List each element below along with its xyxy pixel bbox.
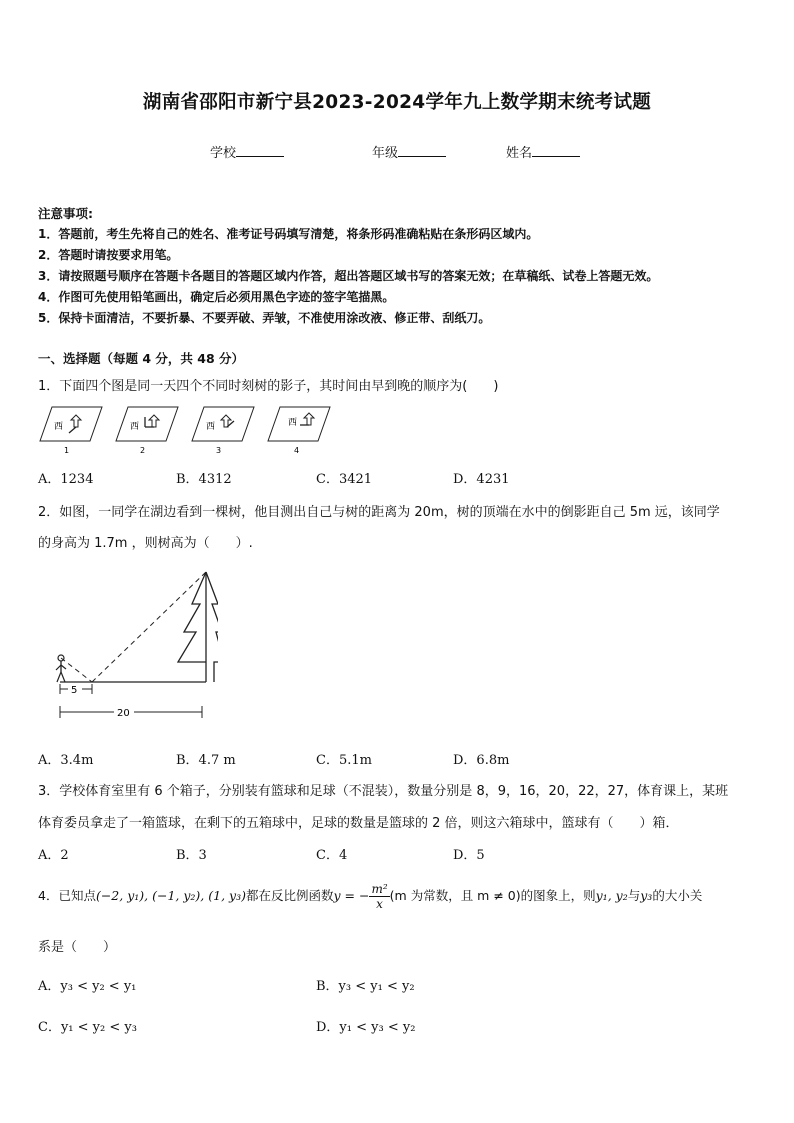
q3-option-a[interactable]: A．2 [38,848,69,863]
question-3-stem-line1: 3．学校体育室里有 6 个箱子，分别装有篮球和足球（不混装），数量分别是 8，9，16，20，22，27，体育课上，某班 [38,784,729,799]
svg-text:西: 西 [130,422,140,432]
q4-frac-num: m² [371,882,388,896]
name-field[interactable] [506,142,580,161]
svg-text:西: 西 [288,418,298,428]
shadow-figure-1 [40,407,102,455]
section-heading: 一、选择题（每题 4 分，共 48 分） [38,351,245,366]
q4-suffix: 的图象上，则 [520,888,596,903]
q3-option-c[interactable]: C．4 [316,848,348,863]
svg-text:西: 西 [54,422,64,432]
notice-item: 1．答题前，考生先将自己的姓名、准考证号码填写清楚，将条形码准确粘贴在条形码区域内。 [38,227,539,241]
q2-option-a[interactable]: A．3.4m [38,753,94,768]
question-2-figure [48,566,218,726]
q2-option-b[interactable]: B．4.7 m [176,753,236,768]
q2-option-d[interactable]: D．6.8m [453,753,510,768]
q4-prefix: 4．已知点 [38,888,96,903]
school-field[interactable] [210,142,284,161]
q4-option-b[interactable]: B．y₃ < y₁ < y₂ [316,979,415,994]
notice-item: 4．作图可先使用铅笔画出，确定后必须用黑色字迹的签字笔描黑。 [38,290,395,304]
q2-option-c[interactable]: C．5.1m [316,753,372,768]
school-blank[interactable] [236,144,284,157]
shadow-figure-4 [268,407,330,455]
q3-option-b[interactable]: B．3 [176,848,207,863]
q4-fraction [369,882,389,911]
shadow-figure-2 [116,407,178,455]
q3-option-d[interactable]: D．5 [453,848,485,863]
svg-text:1: 1 [64,446,70,455]
question-1-figure [38,403,358,455]
svg-text:2: 2 [140,446,146,455]
svg-text:西: 西 [206,422,216,432]
q1-option-d[interactable]: D．4231 [453,472,510,487]
q4-tail: 的大小关 [652,888,703,903]
name-blank[interactable] [532,144,580,157]
grade-field[interactable] [372,142,446,161]
question-1-stem: 1．下面四个图是同一天四个不同时刻树的影子，其时间由早到晚的顺序为( ) [38,379,499,394]
q4-y3: y₃ [640,888,653,903]
svg-text:4: 4 [294,446,300,455]
question-4-stem-line2: 系是（ ） [38,940,117,955]
page-title: 湖南省邵阳市新宁县2023-2024学年九上数学期末统考试题 [142,92,652,113]
q4-condition: (m 为常数，且 m ≠ 0) [389,888,521,903]
q4-option-a[interactable]: A．y₃ < y₂ < y₁ [38,979,137,994]
q1-option-a[interactable]: A．1234 [38,472,94,487]
q4-and: 与 [627,888,641,903]
notice-title: 注意事项: [38,206,93,221]
name-label: 姓名 [506,146,533,161]
notice-item: 3．请按照题号顺序在答题卡各题目的答题区域内作答，超出答题区域书写的答案无效；在草稿纸、试卷上答题无效。 [38,269,659,283]
grade-blank[interactable] [398,144,446,157]
person-figure [56,655,66,682]
q4-func-lhs: y = − [333,888,370,903]
label-20: 20 [117,708,130,719]
question-4-stem-line1 [38,882,702,911]
question-2-stem-line2: 的身高为 1.7m ，则树高为（ ）. [38,536,253,551]
q1-option-b[interactable]: B．4312 [176,472,232,487]
grade-label: 年级 [372,146,399,161]
school-label: 学校 [210,146,237,161]
q4-frac-den: x [376,897,383,911]
question-3-stem-line2: 体育委员拿走了一箱篮球，在剩下的五箱球中，足球的数量是篮球的 2 倍，则这六箱球中，篮球有（ ）箱． [38,816,679,831]
question-2-stem-line1: 2．如图，一同学在湖边看到一棵树，他目测出自己与树的距离为 20m，树的顶端在水中的倒影距自己 5m 远，该同学 [38,505,720,520]
label-5: 5 [71,685,78,696]
q4-vars: y₁, y₂ [595,888,628,903]
q4-points: (−2, y₁), (−1, y₂), (1, y₃) [95,888,246,903]
q4-option-c[interactable]: C．y₁ < y₂ < y₃ [38,1020,137,1035]
q4-option-d[interactable]: D．y₁ < y₃ < y₂ [316,1020,416,1035]
tree-shape [178,572,218,682]
shadow-figure-3 [192,407,254,455]
notice-item: 2．答题时请按要求用笔。 [38,248,179,262]
q4-mid: 都在反比例函数 [245,888,334,903]
q1-option-c[interactable]: C．3421 [316,472,373,487]
svg-text:3: 3 [216,446,222,455]
notice-item: 5．保持卡面清洁，不要折暴、不要弄破、弄皱，不准使用涂改液、修正带、刮纸刀。 [38,311,491,325]
